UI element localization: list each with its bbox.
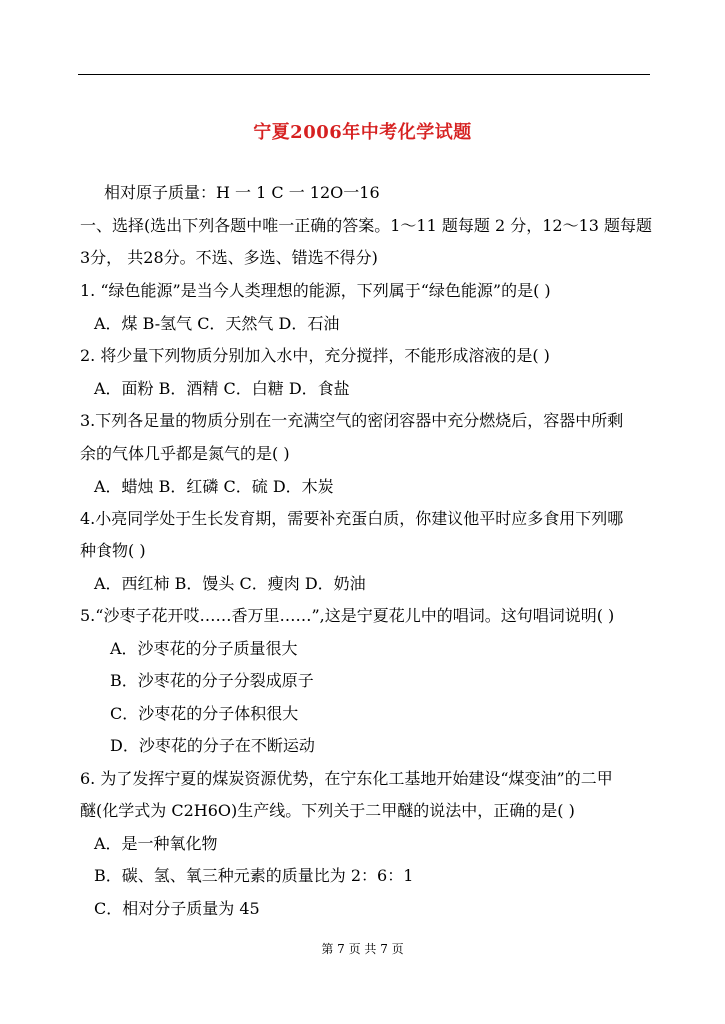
question-2-stem: 2. 将少量下列物质分别加入水中，充分搅拌，不能形成溶液的是( ) — [80, 346, 550, 365]
question-6-stem-line2: 醚(化学式为 C2H6O)生产线。下列关于二甲醚的说法中，正确的是( ) — [80, 801, 575, 820]
question-6-option-b: B．碳、氢、氧三种元素的质量比为 2：6：1 — [94, 866, 414, 885]
question-4-stem-line2: 种食物( ) — [80, 541, 146, 560]
question-3-stem-line1: 3.下列各足量的物质分别在一充满空气的密闭容器中充分燃烧后，容器中所剩 — [80, 411, 624, 430]
page-footer: 第 7 页 共 7 页 — [321, 942, 404, 956]
header-rule — [78, 74, 650, 75]
section-instructions-line1: 一、选择(选出下列各题中唯一正确的答案。1～11 题每题 2 分，12～13 题每题 — [80, 216, 653, 235]
question-3-options: A．蜡烛 B．红磷 C．硫 D．木炭 — [94, 477, 334, 496]
question-4-stem-line1: 4.小亮同学处于生长发育期，需要补充蛋白质，你建议他平时应多食用下列哪 — [80, 509, 624, 528]
question-6-stem-line1: 6. 为了发挥宁夏的煤炭资源优势，在宁东化工基地开始建设“煤变油”的二甲 — [80, 769, 613, 788]
question-5-option-c: C．沙枣花的分子体积很大 — [110, 704, 299, 723]
question-1-options: A．煤 B-氢气 C．天然气 D．石油 — [94, 314, 340, 333]
question-5-stem: 5.“沙枣子花开哎……香万里……”,这是宁夏花儿中的唱词。这句唱词说明( ) — [80, 606, 615, 625]
question-3-stem-line2: 余的气体几乎都是氮气的是( ) — [80, 444, 290, 463]
question-5-option-a: A．沙枣花的分子质量很大 — [110, 639, 298, 658]
question-5-option-d: D．沙枣花的分子在不断运动 — [110, 736, 315, 755]
question-6-option-c: C．相对分子质量为 45 — [94, 899, 260, 918]
section-instructions-line2: 3分， 共28分。不选、多选、错选不得分) — [80, 248, 378, 267]
question-2-options: A．面粉 B．酒精 C．白糖 D．食盐 — [94, 379, 350, 398]
question-5-option-b: B．沙枣花的分子分裂成原子 — [110, 671, 314, 690]
atomic-mass-line: 相对原子质量：H 一 1 C 一 12O一16 — [104, 183, 380, 202]
question-4-options: A．西红柿 B．馒头 C．瘦肉 D．奶油 — [94, 574, 366, 593]
question-6-option-a: A．是一种氧化物 — [94, 834, 218, 853]
question-1-stem: 1. “绿色能源”是当今人类理想的能源，下列属于“绿色能源”的是( ) — [80, 281, 551, 300]
exam-title: 宁夏2006年中考化学试题 — [253, 122, 472, 143]
